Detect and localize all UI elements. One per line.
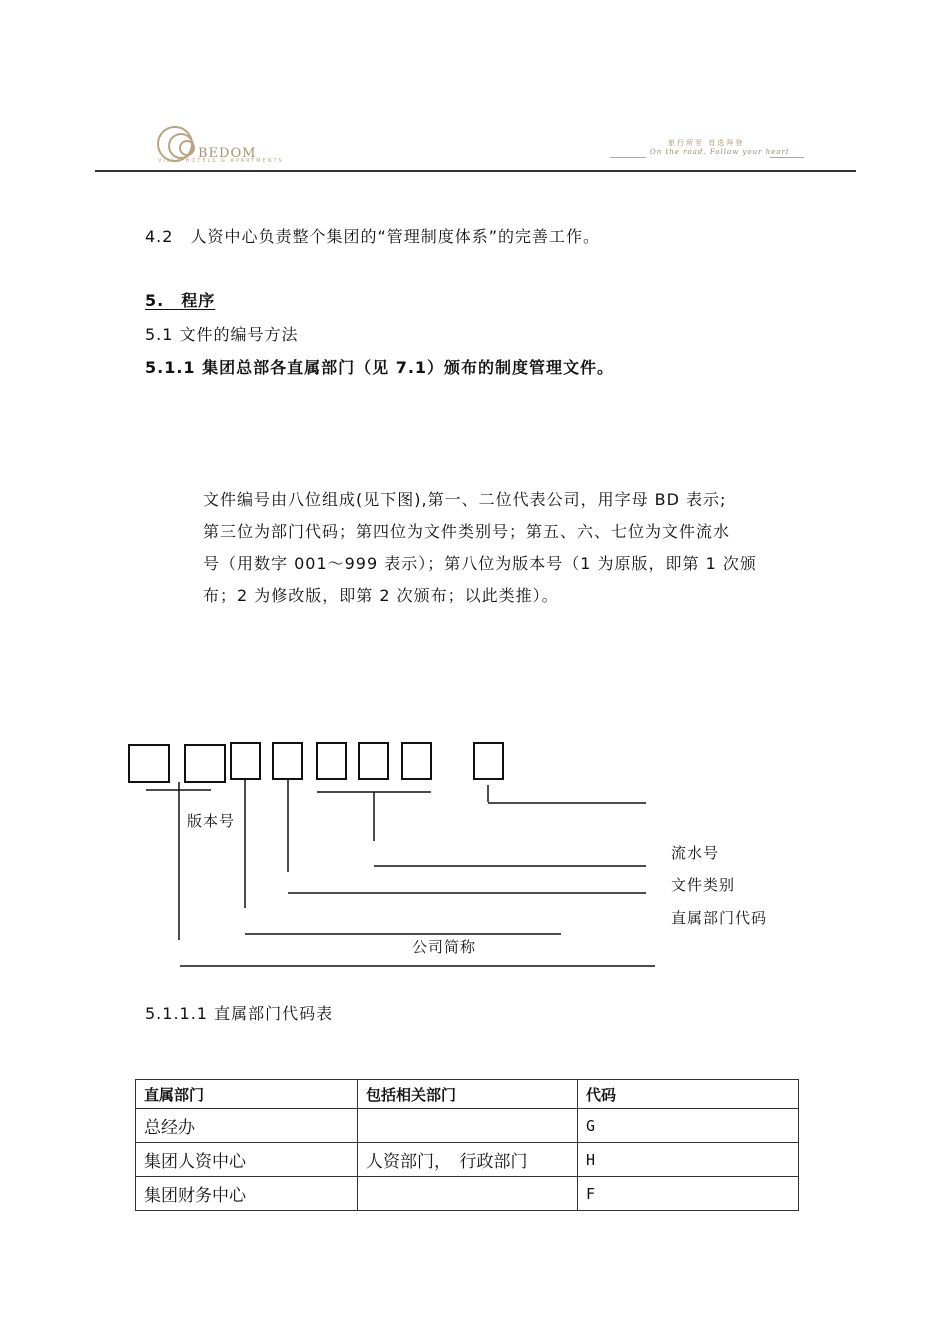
cell-dept: 集团人资中心 [136,1143,358,1177]
cell-dept: 集团财务中心 [136,1177,358,1211]
slogan-chinese: 旅行所至 首选拜登 [668,139,745,147]
numbering-description [203,484,813,612]
paragraph-line: 号（用数字 001～999 表示）；第八位为版本号（1 为原版，即第 1 次颁 [203,554,757,573]
digit-box-1 [129,745,169,782]
section-5-1: 5.1 文件的编号方法 [145,325,299,344]
section-5-1-1-1: 5.1.1.1 直属部门代码表 [145,1004,334,1023]
cell-code: F [578,1177,799,1211]
label-company: 公司简称 [412,938,477,956]
section-5-heading: 5. 程序 [145,291,216,310]
label-category: 文件类别 [671,876,736,894]
cell-related: 人资部门， 行政部门 [358,1143,578,1177]
digit-box-3 [231,743,260,779]
section-5-1-1: 5.1.1 集团总部各直属部门（见 7.1）颁布的制度管理文件。 [145,358,615,377]
header-related: 包括相关部门 [358,1080,578,1109]
header-dept: 直属部门 [136,1080,358,1109]
table-row [136,1177,799,1211]
section-4-2: 4.2 人资中心负责整个集团的“管理制度体系”的完善工作。 [145,227,601,246]
logo-subtext: VILLA HOTELS & APARTMENTS [158,158,284,164]
paragraph-line: 布；2 为修改版，即第 2 次颁布；以此类推）。 [203,586,559,605]
label-serial: 流水号 [671,844,720,862]
table-row [136,1143,799,1177]
header-code: 代码 [578,1080,799,1109]
dept-code-table [135,1079,799,1211]
label-dept-code: 直属部门代码 [671,909,768,927]
slogan-english: On the road, Follow your heart [650,148,790,156]
cell-code: H [578,1143,799,1177]
digit-box-6 [359,743,388,779]
digit-box-7 [402,743,431,779]
digit-box-4 [273,743,302,779]
table-header-row [136,1080,799,1109]
cell-related [358,1109,578,1143]
cell-related [358,1177,578,1211]
cell-dept: 总经办 [136,1109,358,1143]
paragraph-line: 第三位为部门代码；第四位为文件类别号；第五、六、七位为文件流水 [203,522,731,541]
digit-box-8 [474,743,503,779]
table-row [136,1109,799,1143]
digit-box-2 [185,745,225,782]
digit-box-5 [317,743,346,779]
paragraph-line: 文件编号由八位组成(见下图),第一、二位代表公司，用字母 BD 表示; [203,490,727,509]
slogan-left-line [610,157,646,158]
slogan-right-line [770,157,804,158]
logo-text: BEDOM [198,146,257,161]
header-rule [95,170,856,172]
label-version: 版本号 [187,812,236,830]
cell-code: G [578,1109,799,1143]
